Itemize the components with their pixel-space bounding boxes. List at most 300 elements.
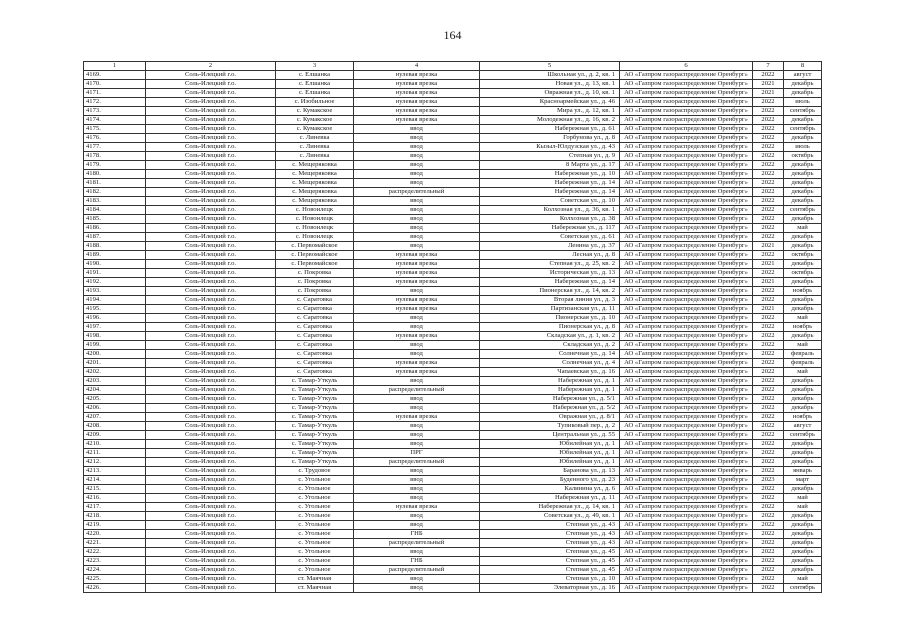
locality-cell: с. Тамар-Уткуль [276, 449, 354, 458]
row-number-cell: 4191. [84, 269, 146, 278]
locality-cell: с. Линевка [276, 143, 354, 152]
row-number-cell: 4213. [84, 467, 146, 476]
district-cell: Соль-Илецкий г.о. [146, 575, 276, 584]
district-cell: Соль-Илецкий г.о. [146, 89, 276, 98]
row-number-cell: 4201. [84, 359, 146, 368]
work-type-cell: ввод [354, 224, 480, 233]
district-cell: Соль-Илецкий г.о. [146, 440, 276, 449]
work-type-cell: ввод [354, 233, 480, 242]
locality-cell: с. Кумакское [276, 116, 354, 125]
row-number-cell: 4185. [84, 215, 146, 224]
year-cell: 2022 [753, 494, 784, 503]
work-type-cell: распределительный [354, 539, 480, 548]
locality-cell: с. Саратовка [276, 368, 354, 377]
month-cell: декабрь [784, 530, 822, 539]
work-type-cell: ввод [354, 521, 480, 530]
month-cell: май [784, 575, 822, 584]
locality-cell: с. Саратовка [276, 341, 354, 350]
address-cell: Советская ул., д. 10 [480, 197, 620, 206]
table-row [84, 314, 822, 323]
month-cell: декабрь [784, 485, 822, 494]
locality-cell: с. Тамар-Уткуль [276, 404, 354, 413]
month-cell: декабрь [784, 548, 822, 557]
year-cell: 2022 [753, 368, 784, 377]
address-cell: Набережная ул., д. 14 [480, 278, 620, 287]
table-row [84, 125, 822, 134]
year-cell: 2021 [753, 305, 784, 314]
row-number-cell: 4202. [84, 368, 146, 377]
row-number-cell: 4212. [84, 458, 146, 467]
work-type-cell: ввод [354, 395, 480, 404]
locality-cell: с. Покровка [276, 269, 354, 278]
work-type-cell: нулевая врезка [354, 413, 480, 422]
table-row [84, 494, 822, 503]
locality-cell: с. Изобильное [276, 98, 354, 107]
month-cell: май [784, 341, 822, 350]
year-cell: 2021 [753, 278, 784, 287]
row-number-cell: 4198. [84, 332, 146, 341]
organization-cell: АО «Газпром газораспределение Оренбург» [620, 575, 753, 584]
district-cell: Соль-Илецкий г.о. [146, 179, 276, 188]
address-cell: Кызыл-Юлдузская ул., д. 43 [480, 143, 620, 152]
locality-cell: с. Саратовка [276, 323, 354, 332]
work-type-cell: нулевая врезка [354, 305, 480, 314]
district-cell: Соль-Илецкий г.о. [146, 368, 276, 377]
work-type-cell: ввод [354, 341, 480, 350]
district-cell: Соль-Илецкий г.о. [146, 251, 276, 260]
locality-cell: с. Новоилецк [276, 215, 354, 224]
month-cell: январь [784, 467, 822, 476]
month-cell: сентябрь [784, 206, 822, 215]
district-cell: Соль-Илецкий г.о. [146, 107, 276, 116]
locality-cell: с. Тамар-Уткуль [276, 431, 354, 440]
work-type-cell: нулевая врезка [354, 278, 480, 287]
work-type-cell: нулевая врезка [354, 251, 480, 260]
row-number-cell: 4223. [84, 557, 146, 566]
row-number-cell: 4170. [84, 80, 146, 89]
district-cell: Соль-Илецкий г.о. [146, 134, 276, 143]
year-cell: 2022 [753, 98, 784, 107]
address-cell: Набережная ул., д. 14 [480, 179, 620, 188]
district-cell: Соль-Илецкий г.о. [146, 323, 276, 332]
district-cell: Соль-Илецкий г.о. [146, 413, 276, 422]
locality-cell: с. Тамар-Уткуль [276, 395, 354, 404]
organization-cell: АО «Газпром газораспределение Оренбург» [620, 530, 753, 539]
table-row [84, 422, 822, 431]
year-cell: 2022 [753, 332, 784, 341]
district-cell: Соль-Илецкий г.о. [146, 503, 276, 512]
district-cell: Соль-Илецкий г.о. [146, 98, 276, 107]
organization-cell: АО «Газпром газораспределение Оренбург» [620, 152, 753, 161]
locality-cell: с. Новоилецк [276, 206, 354, 215]
address-cell: Калинина ул., д. 6 [480, 485, 620, 494]
year-cell: 2022 [753, 530, 784, 539]
month-cell: декабрь [784, 521, 822, 530]
address-cell: Степная ул., д. 45 [480, 566, 620, 575]
work-type-cell: ПРГ [354, 449, 480, 458]
organization-cell: АО «Газпром газораспределение Оренбург» [620, 242, 753, 251]
locality-cell: с. Угольное [276, 503, 354, 512]
address-cell: Складская ул., д. 1, кв. 2 [480, 332, 620, 341]
work-type-cell: распределительный [354, 386, 480, 395]
month-cell: декабрь [784, 80, 822, 89]
month-cell: август [784, 422, 822, 431]
address-cell: Пионерская ул., д. 8 [480, 323, 620, 332]
year-cell: 2021 [753, 89, 784, 98]
organization-cell: АО «Газпром газораспределение Оренбург» [620, 278, 753, 287]
locality-cell: с. Покровка [276, 278, 354, 287]
address-cell: Юбилейная ул., д. 1 [480, 440, 620, 449]
district-cell: Соль-Илецкий г.о. [146, 305, 276, 314]
month-cell: декабрь [784, 170, 822, 179]
row-number-cell: 4169. [84, 71, 146, 80]
table-row [84, 188, 822, 197]
table-row [84, 485, 822, 494]
column-header: 1 [84, 62, 146, 71]
row-number-cell: 4225. [84, 575, 146, 584]
year-cell: 2022 [753, 440, 784, 449]
month-cell: июль [784, 143, 822, 152]
month-cell: декабрь [784, 197, 822, 206]
locality-cell: ст. Маячная [276, 584, 354, 593]
organization-cell: АО «Газпром газораспределение Оренбург» [620, 467, 753, 476]
year-cell: 2022 [753, 233, 784, 242]
work-type-cell: нулевая врезка [354, 296, 480, 305]
address-cell: Степная ул., д. 45 [480, 557, 620, 566]
year-cell: 2022 [753, 125, 784, 134]
district-cell: Соль-Илецкий г.о. [146, 242, 276, 251]
month-cell: декабрь [784, 161, 822, 170]
table-row [84, 206, 822, 215]
year-cell: 2022 [753, 404, 784, 413]
organization-cell: АО «Газпром газораспределение Оренбург» [620, 215, 753, 224]
locality-cell: с. Угольное [276, 512, 354, 521]
organization-cell: АО «Газпром газораспределение Оренбург» [620, 557, 753, 566]
row-number-cell: 4207. [84, 413, 146, 422]
address-cell: Юбилейная ул., д. 1 [480, 458, 620, 467]
year-cell: 2022 [753, 224, 784, 233]
address-cell: Набережная ул., д. 11 [480, 494, 620, 503]
row-number-cell: 4174. [84, 116, 146, 125]
locality-cell: с. Первомайское [276, 260, 354, 269]
month-cell: декабрь [784, 134, 822, 143]
work-type-cell: ввод [354, 143, 480, 152]
district-cell: Соль-Илецкий г.о. [146, 467, 276, 476]
row-number-cell: 4211. [84, 449, 146, 458]
district-cell: Соль-Илецкий г.о. [146, 494, 276, 503]
district-cell: Соль-Илецкий г.о. [146, 404, 276, 413]
organization-cell: АО «Газпром газораспределение Оренбург» [620, 476, 753, 485]
address-cell: Советская ул., д. 49, кв. 1 [480, 512, 620, 521]
month-cell: декабрь [784, 395, 822, 404]
locality-cell: с. Тамар-Уткуль [276, 422, 354, 431]
address-cell: Набережная ул., д. 61 [480, 125, 620, 134]
work-type-cell: ввод [354, 161, 480, 170]
locality-cell: с. Саратовка [276, 332, 354, 341]
work-type-cell: нулевая врезка [354, 71, 480, 80]
work-type-cell: ввод [354, 323, 480, 332]
district-cell: Соль-Илецкий г.о. [146, 125, 276, 134]
organization-cell: АО «Газпром газораспределение Оренбург» [620, 539, 753, 548]
year-cell: 2022 [753, 296, 784, 305]
year-cell: 2022 [753, 134, 784, 143]
work-type-cell: ввод [354, 584, 480, 593]
locality-cell: с. Тамар-Уткуль [276, 458, 354, 467]
organization-cell: АО «Газпром газораспределение Оренбург» [620, 197, 753, 206]
month-cell: декабрь [784, 233, 822, 242]
address-cell: Колхозная ул., д. 36, кв. 1 [480, 206, 620, 215]
month-cell: декабрь [784, 215, 822, 224]
address-cell: Чапаевская ул., д. 16 [480, 368, 620, 377]
address-cell: Степная ул., д. 9 [480, 152, 620, 161]
locality-cell: с. Елшанка [276, 71, 354, 80]
month-cell: декабрь [784, 440, 822, 449]
table-row [84, 575, 822, 584]
address-cell: Ленина ул., д. 37 [480, 242, 620, 251]
year-cell: 2022 [753, 314, 784, 323]
address-cell: Степная ул., д. 43 [480, 530, 620, 539]
year-cell: 2022 [753, 71, 784, 80]
district-cell: Соль-Илецкий г.о. [146, 485, 276, 494]
work-type-cell: ввод [354, 575, 480, 584]
table-row [84, 539, 822, 548]
row-number-cell: 4216. [84, 494, 146, 503]
row-number-cell: 4184. [84, 206, 146, 215]
year-cell: 2022 [753, 107, 784, 116]
address-cell: Вторая линия ул., д. 3 [480, 296, 620, 305]
month-cell: июль [784, 98, 822, 107]
year-cell: 2022 [753, 161, 784, 170]
row-number-cell: 4208. [84, 422, 146, 431]
column-header: 8 [784, 62, 822, 71]
address-cell: Степная ул., д. 10 [480, 575, 620, 584]
month-cell: декабрь [784, 278, 822, 287]
month-cell: май [784, 503, 822, 512]
year-cell: 2022 [753, 539, 784, 548]
work-type-cell: ввод [354, 134, 480, 143]
locality-cell: с. Кумакское [276, 107, 354, 116]
year-cell: 2022 [753, 557, 784, 566]
organization-cell: АО «Газпром газораспределение Оренбург» [620, 494, 753, 503]
organization-cell: АО «Газпром газораспределение Оренбург» [620, 71, 753, 80]
organization-cell: АО «Газпром газораспределение Оренбург» [620, 161, 753, 170]
column-header: 7 [753, 62, 784, 71]
locality-cell: с. Линевка [276, 152, 354, 161]
organization-cell: АО «Газпром газораспределение Оренбург» [620, 233, 753, 242]
year-cell: 2022 [753, 503, 784, 512]
year-cell: 2022 [753, 566, 784, 575]
locality-cell: с. Мещеряковка [276, 188, 354, 197]
organization-cell: АО «Газпром газораспределение Оренбург» [620, 107, 753, 116]
year-cell: 2022 [753, 188, 784, 197]
work-type-cell: ввод [354, 440, 480, 449]
locality-cell: с. Первомайское [276, 242, 354, 251]
month-cell: декабрь [784, 188, 822, 197]
month-cell: май [784, 314, 822, 323]
organization-cell: АО «Газпром газораспределение Оренбург» [620, 413, 753, 422]
address-cell: Набережная ул., д. 14, кв. 1 [480, 503, 620, 512]
locality-cell: с. Саратовка [276, 305, 354, 314]
month-cell: август [784, 71, 822, 80]
table-row [84, 305, 822, 314]
table-row [84, 71, 822, 80]
work-type-cell: ввод [354, 170, 480, 179]
organization-cell: АО «Газпром газораспределение Оренбург» [620, 179, 753, 188]
year-cell: 2022 [753, 575, 784, 584]
work-type-cell: ввод [354, 476, 480, 485]
year-cell: 2022 [753, 251, 784, 260]
table-row [84, 260, 822, 269]
locality-cell: с. Линевка [276, 134, 354, 143]
year-cell: 2022 [753, 116, 784, 125]
month-cell: май [784, 224, 822, 233]
district-cell: Соль-Илецкий г.о. [146, 314, 276, 323]
organization-cell: АО «Газпром газораспределение Оренбург» [620, 287, 753, 296]
work-type-cell: ГНБ [354, 557, 480, 566]
locality-cell: с. Мещеряковка [276, 197, 354, 206]
organization-cell: АО «Газпром газораспределение Оренбург» [620, 404, 753, 413]
row-number-cell: 4195. [84, 305, 146, 314]
district-cell: Соль-Илецкий г.о. [146, 431, 276, 440]
row-number-cell: 4175. [84, 125, 146, 134]
row-number-cell: 4187. [84, 233, 146, 242]
month-cell: октябрь [784, 251, 822, 260]
year-cell: 2022 [753, 521, 784, 530]
locality-cell: с. Угольное [276, 476, 354, 485]
organization-cell: АО «Газпром газораспределение Оренбург» [620, 251, 753, 260]
address-cell: Пионерская ул., д. 10 [480, 314, 620, 323]
row-number-cell: 4177. [84, 143, 146, 152]
row-number-cell: 4194. [84, 296, 146, 305]
locality-cell: с. Мещеряковка [276, 170, 354, 179]
year-cell: 2022 [753, 431, 784, 440]
work-type-cell: ввод [354, 179, 480, 188]
work-type-cell: ввод [354, 206, 480, 215]
district-cell: Соль-Илецкий г.о. [146, 206, 276, 215]
locality-cell: с. Тамар-Уткуль [276, 413, 354, 422]
row-number-cell: 4193. [84, 287, 146, 296]
address-cell: Солнечная ул., д. 14 [480, 350, 620, 359]
address-cell: Пионерская ул., д. 14, кв. 2 [480, 287, 620, 296]
row-number-cell: 4217. [84, 503, 146, 512]
address-cell: Школьная ул., д. 2, кв. 1 [480, 71, 620, 80]
organization-cell: АО «Газпром газораспределение Оренбург» [620, 566, 753, 575]
locality-cell: с. Саратовка [276, 296, 354, 305]
table-row [84, 98, 822, 107]
work-type-cell: нулевая врезка [354, 107, 480, 116]
address-cell: Красноармейская ул., д. 46 [480, 98, 620, 107]
address-cell: Молодежная ул., д. 16, кв. 2 [480, 116, 620, 125]
table-row [84, 503, 822, 512]
table-row [84, 584, 822, 593]
table-row [84, 215, 822, 224]
month-cell: ноябрь [784, 323, 822, 332]
row-number-cell: 4172. [84, 98, 146, 107]
district-cell: Соль-Илецкий г.о. [146, 152, 276, 161]
district-cell: Соль-Илецкий г.о. [146, 584, 276, 593]
month-cell: декабрь [784, 89, 822, 98]
table-row [84, 386, 822, 395]
address-cell: Партизанская ул., д. 11 [480, 305, 620, 314]
row-number-cell: 4224. [84, 566, 146, 575]
year-cell: 2022 [753, 269, 784, 278]
organization-cell: АО «Газпром газораспределение Оренбург» [620, 449, 753, 458]
organization-cell: АО «Газпром газораспределение Оренбург» [620, 296, 753, 305]
year-cell: 2022 [753, 143, 784, 152]
district-cell: Соль-Илецкий г.о. [146, 116, 276, 125]
gasification-table [83, 61, 822, 593]
table-row [84, 143, 822, 152]
month-cell: сентябрь [784, 125, 822, 134]
work-type-cell: ввод [354, 485, 480, 494]
organization-cell: АО «Газпром газораспределение Оренбург» [620, 305, 753, 314]
table-row [84, 458, 822, 467]
table-row [84, 179, 822, 188]
organization-cell: АО «Газпром газораспределение Оренбург» [620, 584, 753, 593]
table-body [84, 62, 822, 593]
locality-cell: с. Мещеряковка [276, 179, 354, 188]
address-cell: Набережная ул., д. 5/2 [480, 404, 620, 413]
district-cell: Соль-Илецкий г.о. [146, 215, 276, 224]
table-row [84, 197, 822, 206]
district-cell: Соль-Илецкий г.о. [146, 197, 276, 206]
row-number-cell: 4180. [84, 170, 146, 179]
organization-cell: АО «Газпром газораспределение Оренбург» [620, 80, 753, 89]
month-cell: октябрь [784, 152, 822, 161]
year-cell: 2022 [753, 206, 784, 215]
district-cell: Соль-Илецкий г.о. [146, 260, 276, 269]
work-type-cell: нулевая врезка [354, 89, 480, 98]
address-cell: Баранова ул., д. 13 [480, 467, 620, 476]
work-type-cell: распределительный [354, 566, 480, 575]
district-cell: Соль-Илецкий г.о. [146, 350, 276, 359]
address-cell: Лесная ул., д. 8 [480, 251, 620, 260]
table-row [84, 80, 822, 89]
work-type-cell: нулевая врезка [354, 332, 480, 341]
row-number-cell: 4222. [84, 548, 146, 557]
month-cell: декабрь [784, 179, 822, 188]
year-cell: 2022 [753, 512, 784, 521]
year-cell: 2022 [753, 467, 784, 476]
table-row [84, 404, 822, 413]
table-row [84, 440, 822, 449]
row-number-cell: 4196. [84, 314, 146, 323]
row-number-cell: 4210. [84, 440, 146, 449]
locality-cell: с. Новоилецк [276, 233, 354, 242]
organization-cell: АО «Газпром газораспределение Оренбург» [620, 125, 753, 134]
work-type-cell: ввод [354, 431, 480, 440]
table-row [84, 521, 822, 530]
column-header: 3 [276, 62, 354, 71]
work-type-cell: нулевая врезка [354, 260, 480, 269]
table-row [84, 350, 822, 359]
address-cell: Советская ул., д. 61 [480, 233, 620, 242]
address-cell: Набережная ул., д. 14 [480, 188, 620, 197]
table-row [84, 224, 822, 233]
work-type-cell: нулевая врезка [354, 80, 480, 89]
district-cell: Соль-Илецкий г.о. [146, 269, 276, 278]
table-row [84, 449, 822, 458]
year-cell: 2022 [753, 422, 784, 431]
table-row [84, 512, 822, 521]
organization-cell: АО «Газпром газораспределение Оренбург» [620, 377, 753, 386]
locality-cell: с. Угольное [276, 557, 354, 566]
district-cell: Соль-Илецкий г.о. [146, 296, 276, 305]
organization-cell: АО «Газпром газораспределение Оренбург» [620, 341, 753, 350]
locality-cell: с. Трудовое [276, 467, 354, 476]
row-number-cell: 4209. [84, 431, 146, 440]
row-number-cell: 4186. [84, 224, 146, 233]
